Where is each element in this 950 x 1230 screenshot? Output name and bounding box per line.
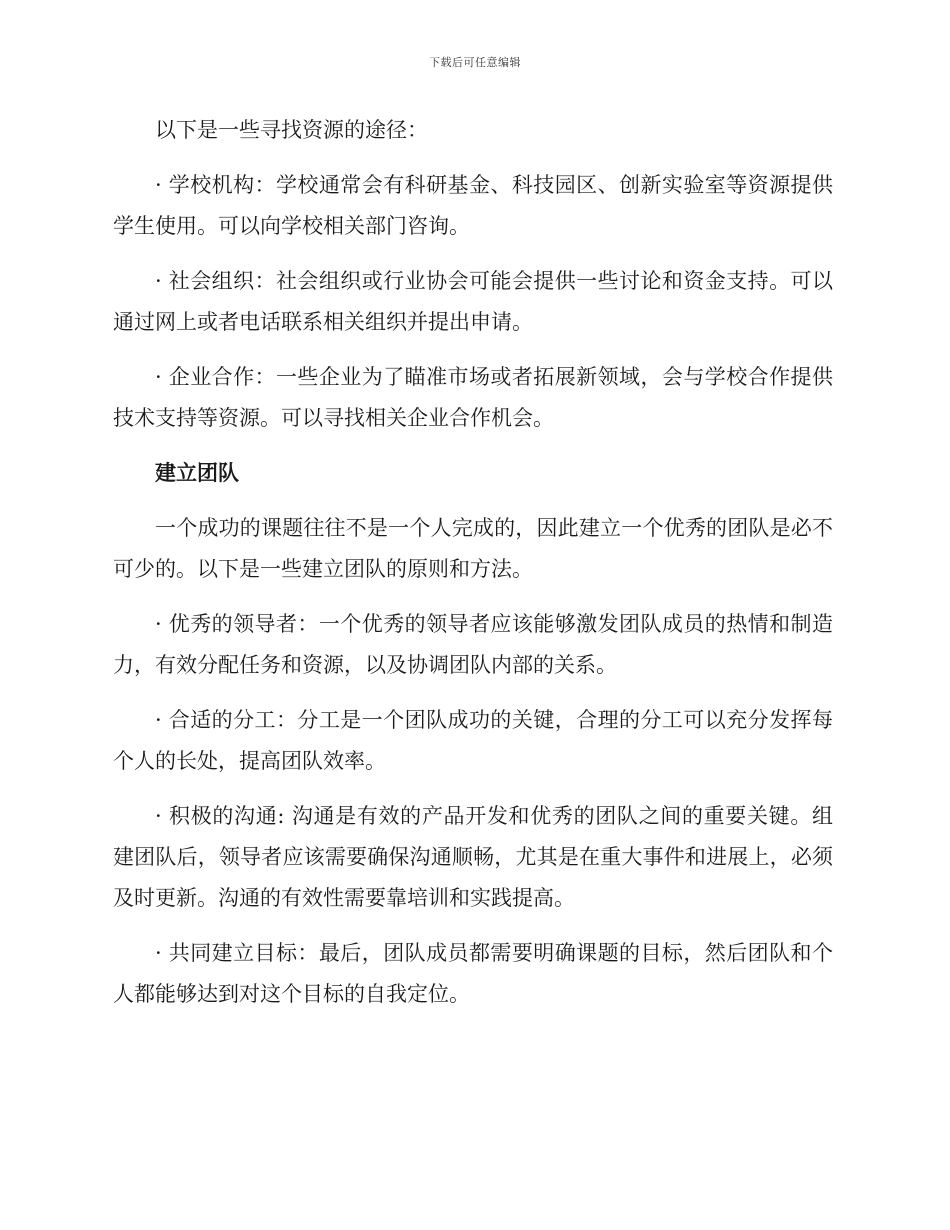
- team-point-communication: · 积极的沟通: 沟通是有效的产品开发和优秀的团队之间的重要关键。组建团队后，领导者应该需要确保沟通顺畅，尤其是在重大事件和进展上，必须及时更新。沟通的有效性需要靠培训和实践提高。: [113, 804, 833, 910]
- document-body: [113, 110, 833, 1029]
- team-point-goals: · 共同建立目标：最后，团队成员都需要明确课题的目标，然后团队和个人都能够达到对这个目标的自我定位。: [113, 941, 833, 1006]
- header-note: 下载后可任意编辑: [429, 56, 521, 69]
- section-heading-team: 建立团队: [155, 461, 239, 485]
- team-intro: 一个成功的课题往往不是一个人完成的，因此建立一个优秀的团队是必不可少的。以下是一些建立团队的原则和方法。: [113, 516, 833, 581]
- team-point-division: · 合适的分工：分工是一个团队成功的关键，合理的分工可以充分发挥每个人的长处，提高团队效率。: [113, 708, 833, 773]
- resources-intro: 以下是一些寻找资源的途径：: [155, 118, 428, 142]
- resource-item-enterprise: · 企业合作：一些企业为了瞄准市场或者拓展新领域，会与学校合作提供技术支持等资源。可以寻找相关企业合作机会。: [113, 365, 833, 430]
- resource-item-social: · 社会组织：社会组织或行业协会可能会提供一些讨论和资金支持。可以通过网上或者电话联系相关组织并提出申请。: [113, 269, 833, 334]
- resource-item-school: · 学校机构：学校通常会有科研基金、科技园区、创新实验室等资源提供学生使用。可以向学校相关部门咨询。: [113, 173, 833, 238]
- team-point-leader: · 优秀的领导者：一个优秀的领导者应该能够激发团队成员的热情和制造力，有效分配任务和资源，以及协调团队内部的关系。: [113, 612, 833, 677]
